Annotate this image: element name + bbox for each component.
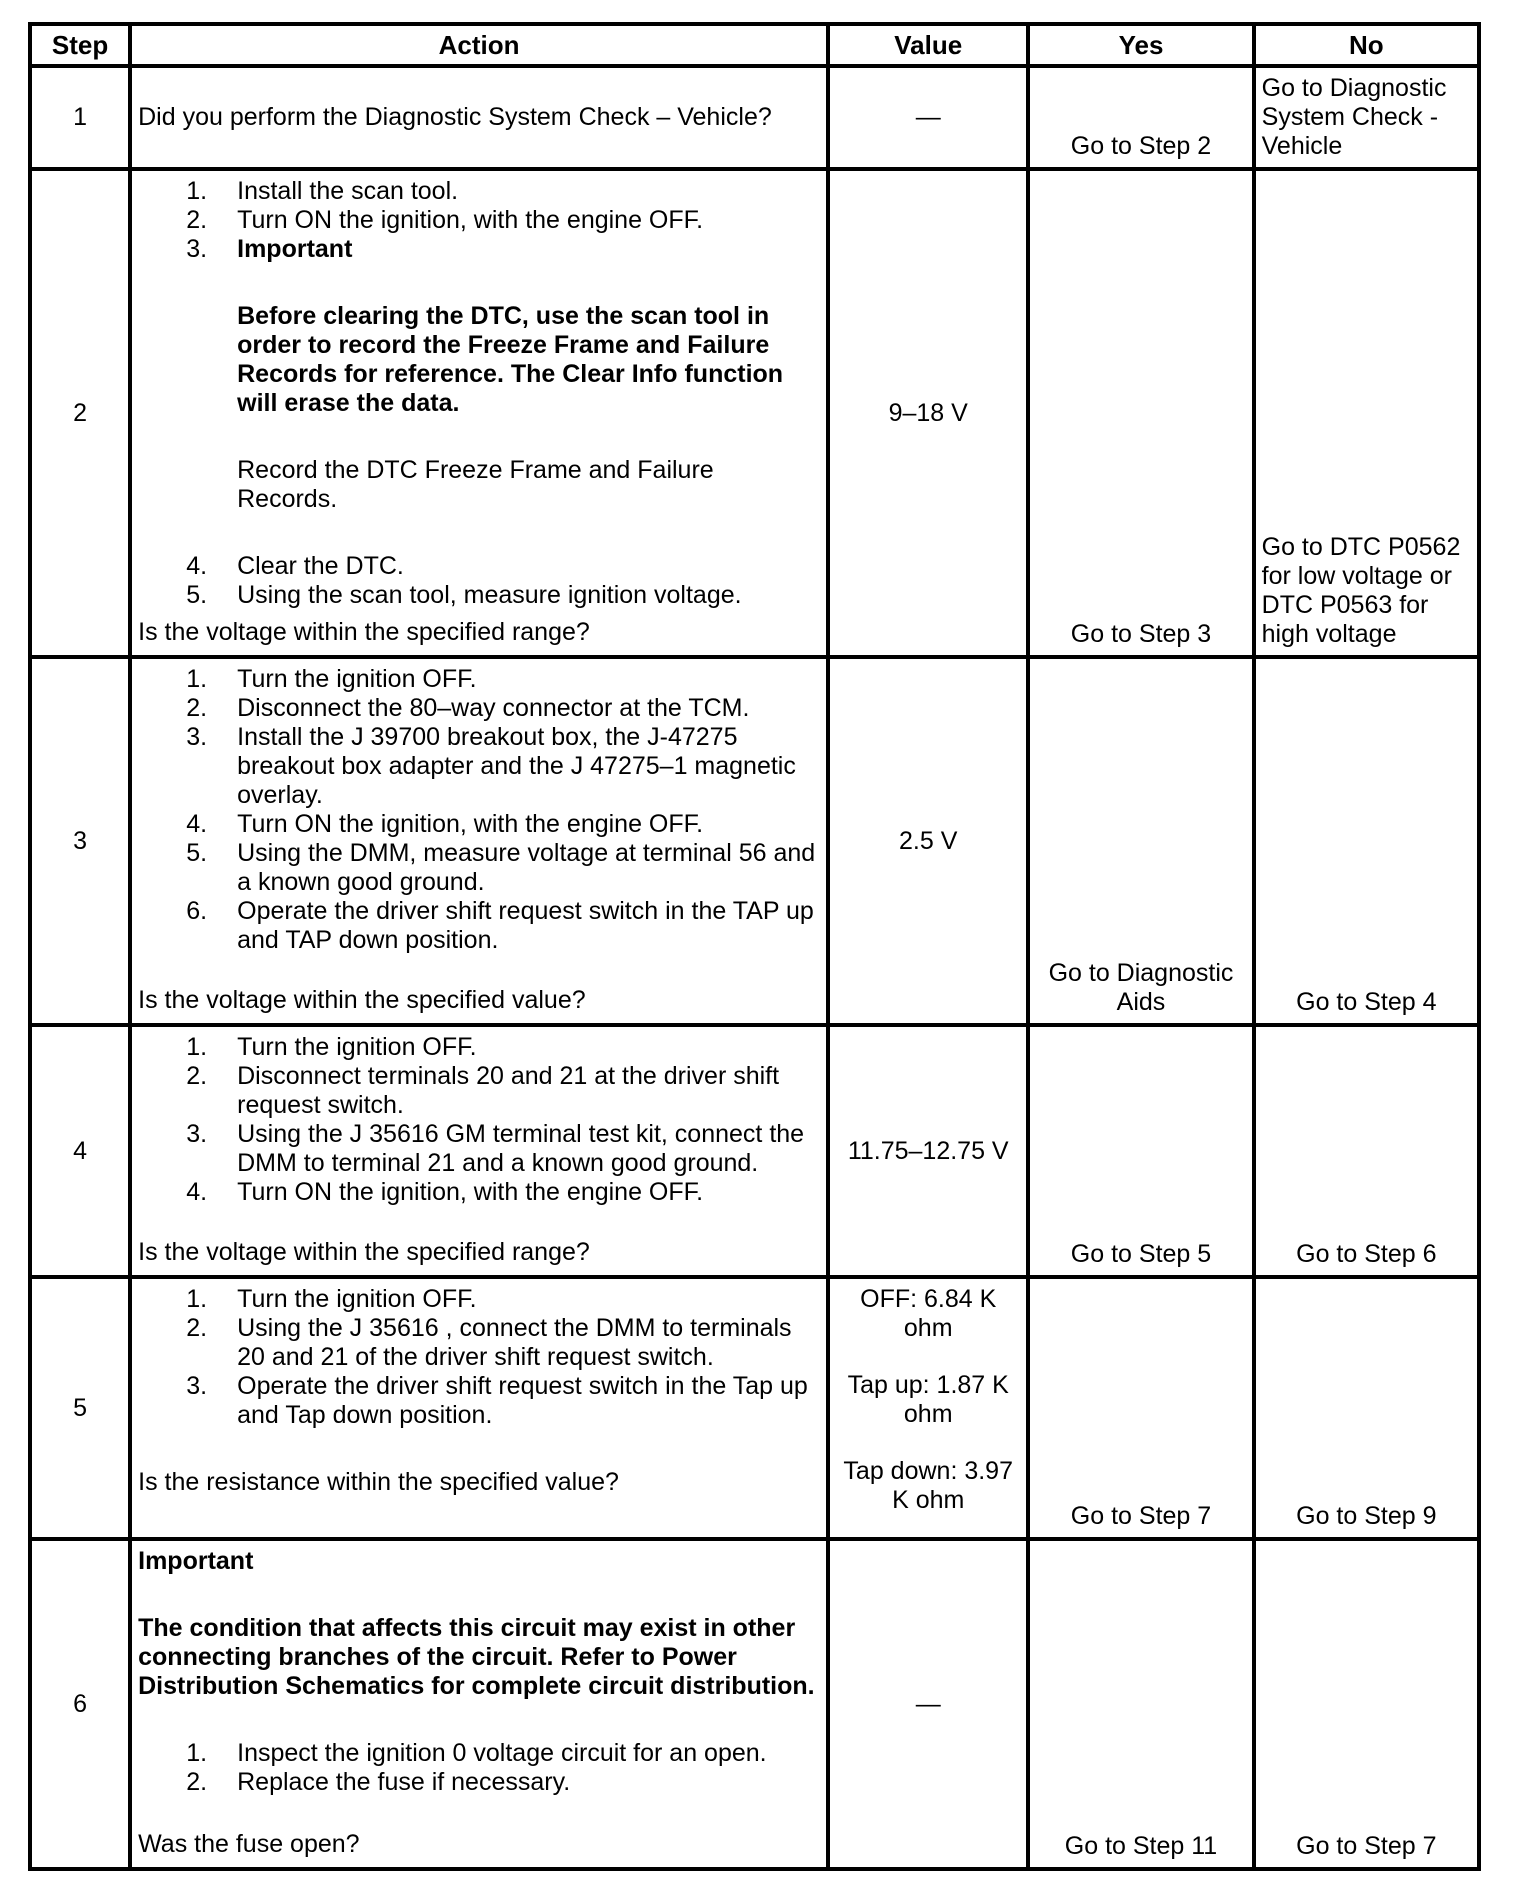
table-row [30,1539,1479,1869]
header-yes: Yes [1028,24,1253,66]
list-item: 2. Replace the fuse if necessary. [186,1768,571,1796]
value-off: OFF: 6.84 K ohm [860,1285,997,1342]
list-item: 2. Using the J 35616 , connect the DMM to terminals 20 and 21 of the driver shift request switch. [186,1314,792,1371]
list-item: 5. Using the scan tool, measure ignition voltage. [186,581,742,609]
list-item: 4. Clear the DTC. [186,552,404,580]
action-list [138,1033,818,1207]
value-cell: — [828,1539,1028,1869]
table-row [30,169,1479,657]
header-step: Step [30,24,130,66]
no-cell: Go to Step 4 [1254,657,1479,1025]
list-item: 2. Turn ON the ignition, with the engine OFF. [186,206,704,234]
action-cell [130,1539,828,1869]
list-item: 5. Using the DMM, measure voltage at terminal 56 and a known good ground. [186,839,816,896]
action-cell [130,169,828,657]
action-cell [130,657,828,1025]
list-item: 1. Turn the ignition OFF. [186,665,477,693]
list-item: 1. Turn the ignition OFF. [186,1285,477,1313]
important-note: Before clearing the DTC, use the scan tool in order to record the Freeze Frame and Failure Records for reference. The Clear Info function will erase the data. [237,302,784,417]
value-cell: 11.75–12.75 V [828,1025,1028,1277]
important-label: Important [138,1547,254,1575]
no-cell: Go to DTC P0562 for low voltage or DTC P0563 for high voltage [1254,169,1479,657]
list-item: 2. Disconnect terminals 20 and 21 at the driver shift request switch. [186,1062,780,1119]
step-number: 2 [30,169,130,657]
list-item: 1. Install the scan tool. [186,177,459,205]
step-number: 1 [30,66,130,169]
value-tap-up: Tap up: 1.87 K ohm [847,1371,1009,1428]
action-cell [130,1025,828,1277]
important-label: Important [237,235,353,263]
question: Was the fuse open? [138,1830,360,1858]
list-item: 1. Inspect the ignition 0 voltage circuit for an open. [186,1739,767,1767]
action-list [138,665,818,955]
table-row [30,1277,1479,1539]
question: Did you perform the Diagnostic System Check – Vehicle? [138,103,772,131]
list-item: 1. Turn the ignition OFF. [186,1033,477,1061]
list-item: 6. Operate the driver shift request switch in the TAP up and TAP down position. [186,897,814,954]
value-tap-down: Tap down: 3.97 K ohm [843,1457,1013,1514]
list-item: 4. Turn ON the ignition, with the engine OFF. [186,810,704,838]
record-note: Record the DTC Freeze Frame and Failure Records. [237,456,714,513]
question: Is the voltage within the specified range? [138,618,590,646]
yes-cell: Go to Step 3 [1028,169,1253,657]
yes-cell: Go to Step 5 [1028,1025,1253,1277]
value-cell: — [828,66,1028,169]
table-row [30,1025,1479,1277]
no-cell: Go to Step 7 [1254,1539,1479,1869]
list-item: 3. Using the J 35616 GM terminal test kit, connect the DMM to terminal 21 and a known good ground. [186,1120,805,1177]
yes-cell: Go to Step 11 [1028,1539,1253,1869]
question: Is the resistance within the specified value? [138,1468,619,1496]
list-item: 4. Turn ON the ignition, with the engine OFF. [186,1178,704,1206]
header-row [30,24,1479,66]
list-item: 3. Operate the driver shift request switch in the Tap up and Tap down position. [186,1372,808,1429]
value-cell: 9–18 V [828,169,1028,657]
step-number: 6 [30,1539,130,1869]
step-number: 3 [30,657,130,1025]
action-cell [130,66,828,169]
no-cell: Go to Diagnostic System Check - Vehicle [1254,66,1479,169]
value-cell: 2.5 V [828,657,1028,1025]
step-number: 5 [30,1277,130,1539]
action-cell [130,1277,828,1539]
yes-cell: Go to Step 2 [1028,66,1253,169]
list-item: 3. Install the J 39700 breakout box, the J-47275 breakout box adapter and the J 47275–1 magnetic overlay. [186,723,796,809]
diagnostic-table [28,22,1481,1871]
action-list [138,552,818,610]
header-action: Action [130,24,828,66]
yes-cell: Go to Diagnostic Aids [1028,657,1253,1025]
header-no: No [1254,24,1479,66]
value-cell [828,1277,1028,1539]
yes-cell: Go to Step 7 [1028,1277,1253,1539]
step-number: 4 [30,1025,130,1277]
action-list [138,1739,818,1797]
action-list [138,177,818,264]
action-list [138,1285,818,1430]
list-item: 2. Disconnect the 80–way connector at the TCM. [186,694,750,722]
important-note: The condition that affects this circuit may exist in other connecting branches of the circuit. Refer to Power Distribution Schematics for complete circuit distribution. [138,1614,815,1700]
table-row [30,66,1479,169]
question: Is the voltage within the specified value? [138,986,586,1014]
no-cell: Go to Step 6 [1254,1025,1479,1277]
no-cell: Go to Step 9 [1254,1277,1479,1539]
table-row [30,657,1479,1025]
question: Is the voltage within the specified range? [138,1238,590,1266]
list-item: 3. Important [138,235,818,264]
header-value: Value [828,24,1028,66]
